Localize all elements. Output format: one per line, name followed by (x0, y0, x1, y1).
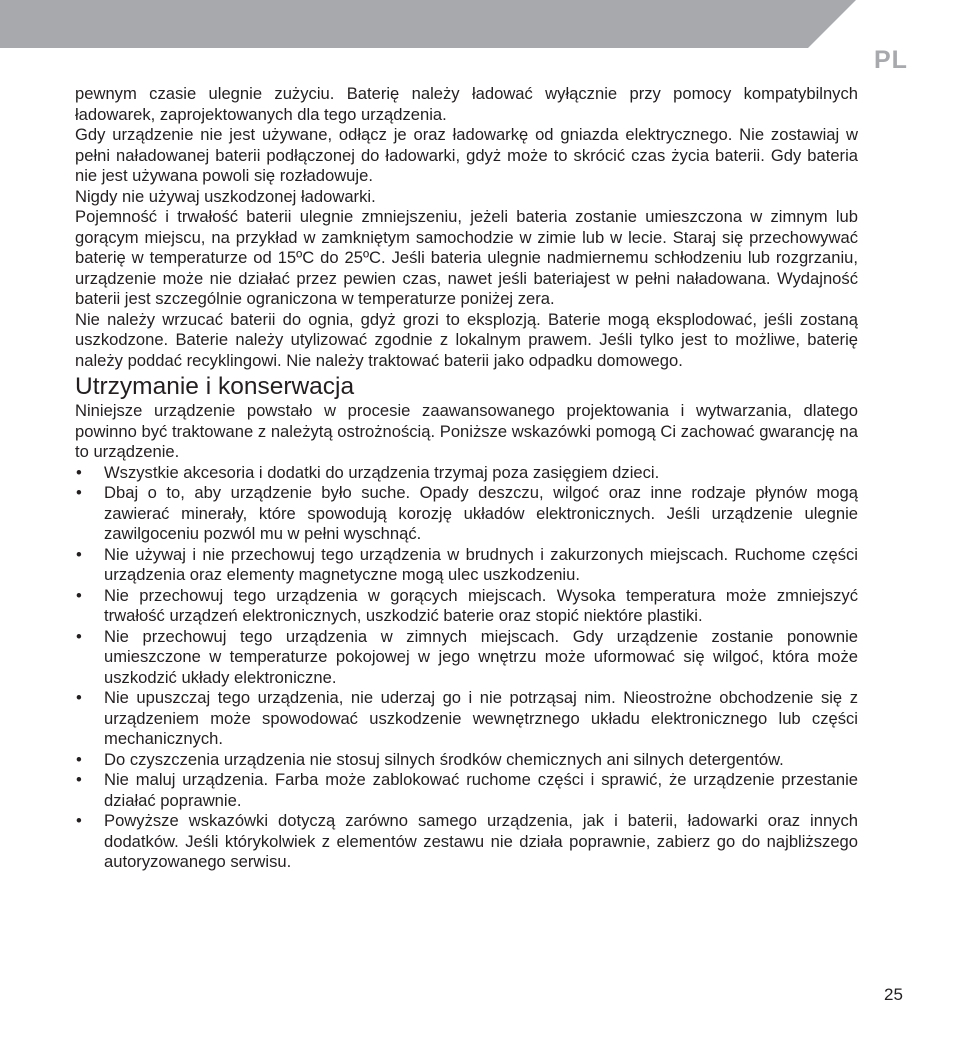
header-band (0, 0, 856, 48)
list-item-text: Nie maluj urządzenia. Farba może zablokować ruchome części i sprawić, że urządzenie przestanie działać poprawnie. (104, 770, 858, 810)
bullet-icon: • (76, 811, 82, 830)
list-item-text: Wszystkie akcesoria i dodatki do urządzenia trzymaj poza zasięgiem dzieci. (104, 462, 660, 482)
list-item-text: Dbaj o to, aby urządzenie było suche. Opady deszczu, wilgoć oraz inne rodzaje płynów mogą zawierać minerały, które spowodują korozję układów elektronicznych. Jeśli urządzenie ulegnie zawilgoceniu pozwól mu w pełni wyschnąć. (104, 483, 858, 543)
list-item-text: Nie upuszczaj tego urządzenia, nie uderzaj go i nie potrząsaj nim. Nieostrożne obchodzenie się z urządzeniem może spowodować uszkodzenie wewnętrznego układu elektronicznego lub części mechanicznych. (104, 688, 858, 748)
paragraph-battery-temperature: Pojemność i trwałość baterii ulegnie zmniejszeniu, jeżeli bateria zostanie umieszczona w zimnym lub gorącym miejscu, na przykład w zamkniętym samochodzie w zimie lub w lecie. Staraj się przechowywać baterię w temperaturze od 15ºC do 25ºC. Jeśli bateria ulegnie nadmiernemu schłodzeniu lub rozgrzaniu, urządzenie może nie działać przez pewien czas, nawet jeśli bateriajest w pełni naładowana. Wydajność baterii jest szczególnie ograniczona w temperaturze poniżej zera. (75, 207, 858, 308)
list-item (75, 688, 858, 750)
bullet-icon: • (76, 544, 82, 564)
bullet-icon: • (76, 462, 82, 482)
paragraph-battery-disposal: Nie należy wrzucać baterii do ognia, gdyż grozi to eksplozją. Baterie mogą eksplodować, jeśli zostaną uszkodzone. Baterie należy utylizować zgodnie z lokalnym prawem. Jeśli tylko jest to możliwe, baterię należy poddać recyklingowi. Nie należy traktować baterii jako odpadku domowego. (75, 309, 858, 370)
list-item (75, 770, 858, 811)
list-item (75, 811, 858, 873)
list-item-text: Powyższe wskazówki dotyczą zarówno samego urządzenia, jak i baterii, ładowarki oraz innych dodatków. Jeśli którykolwiek z elementów zestawu nie działa poprawnie, zabierz go do najbliższego autoryzowanego serwisu. (104, 811, 858, 871)
list-item-text: Nie przechowuj tego urządzenia w zimnych miejscach. Gdy urządzenie zostanie ponownie umieszczone w temperaturze pokojowej w jego wnętrzu może uformować się wilgoć, która może uszkodzić układy elektroniczne. (104, 626, 858, 687)
list-item (75, 750, 858, 771)
bullet-icon: • (76, 770, 82, 789)
list-item (75, 545, 858, 586)
list-item-text: Do czyszczenia urządzenia nie stosuj silnych środków chemicznych ani silnych detergentów. (104, 749, 784, 769)
page-number: 25 (884, 985, 903, 1004)
paragraph-unplug-charger: Gdy urządzenie nie jest używane, odłącz je oraz ładowarkę od gniazda elektrycznego. Nie zostawiaj w pełni naładowanej baterii podłączonej do ładowarki, gdyż może to skrócić czas życia baterii. Gdy bateria nie jest używana powoli się rozładowuje. (75, 125, 858, 185)
page-content (75, 84, 858, 873)
list-item-text: Nie używaj i nie przechowuj tego urządzenia w brudnych i zakurzonych miejscach. Ruchome części urządzenia oraz elementy magnetyczne mogą ulec uszkodzeniu. (104, 544, 858, 584)
list-item (75, 483, 858, 545)
list-item (75, 586, 858, 627)
list-item (75, 627, 858, 689)
language-label: PL (874, 46, 908, 74)
bullet-icon: • (76, 749, 82, 769)
bullet-icon: • (76, 585, 82, 605)
paragraph-battery-wear: pewnym czasie ulegnie zużyciu. Baterię należy ładować wyłącznie przy pomocy kompatybilnych ładowarek, zaprojektowanych dla tego urządzenia. (75, 84, 858, 124)
paragraph-damaged-charger: Nigdy nie używaj uszkodzonej ładowarki. (75, 186, 376, 206)
bullet-icon: • (76, 688, 82, 707)
bullet-icon: • (76, 483, 82, 502)
maintenance-list (75, 463, 858, 873)
section-title: Utrzymanie i konserwacja (75, 373, 355, 400)
list-item (75, 463, 858, 484)
list-item-text: Nie przechowuj tego urządzenia w gorących miejscach. Wysoka temperatura może zmniejszyć trwałość urządzeń elektronicznych, uszkodzić baterie oraz stopić niektóre plastiki. (104, 585, 858, 625)
section-intro: Niniejsze urządzenie powstało w procesie zaawansowanego projektowania i wytwarzania, dlatego powinno być traktowane z należytą ostrożnością. Poniższe wskazówki pomogą Ci zachować gwarancję na to urządzenie. (75, 401, 858, 461)
bullet-icon: • (76, 626, 82, 646)
